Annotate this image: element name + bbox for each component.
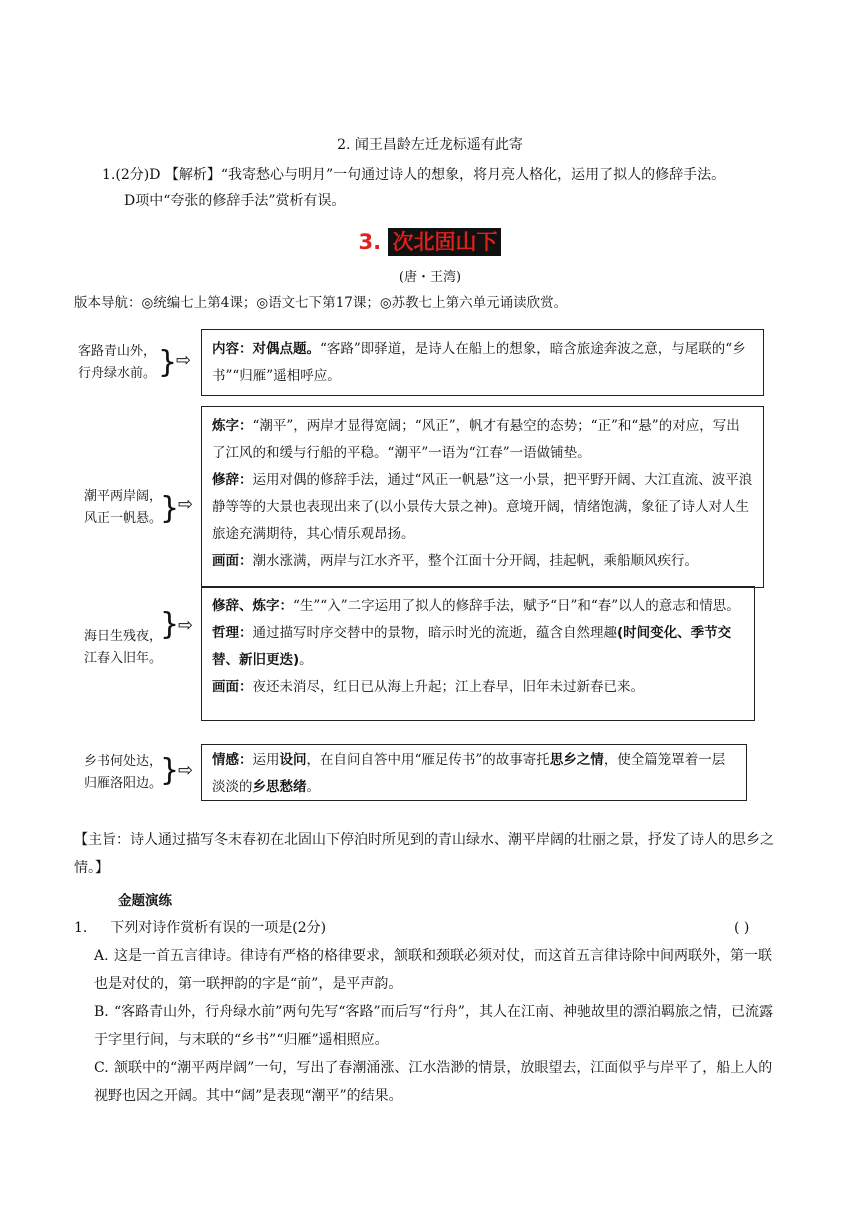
note-label: 画面：: [212, 553, 253, 569]
question-stem: 下列对诗作赏析有误的一项是(2分): [110, 920, 327, 936]
version-navigation: 版本导航：◎统编七上第4课；◎语文七下第17课；◎苏教七上第六单元诵读欣赏。: [74, 295, 568, 311]
note-label: 修辞：: [212, 472, 253, 488]
note-text: “生”“入”二字运用了拟人的修辞手法，赋予“日”和“春”以人的意志和情思。: [293, 598, 740, 614]
verse-line: 行舟绿水前。: [78, 366, 157, 381]
note-emphasis: 思乡之情: [549, 752, 604, 768]
option-label: C.: [94, 1060, 109, 1076]
note-text: ，使全篇笼罩着一层淡淡的: [212, 752, 726, 795]
brace-icon: }: [160, 607, 180, 642]
note-label: 情感：: [212, 752, 253, 768]
verse-line: 江春入旧年。: [84, 651, 163, 666]
section-heading: 金题演练: [118, 893, 172, 909]
note-label: 炼字：: [212, 418, 253, 434]
couplet-1-verse: [78, 341, 156, 385]
right-arrow-icon: ⇨: [176, 350, 192, 371]
option-text: 这是一首五言律诗。律诗有严格的格律要求，颔联和颈联必须对仗，而这首五言律诗除中间两联外，第一联也是对仗的，第一联押韵的字是“前”，是平声韵。: [94, 948, 772, 992]
note-text: 运用对偶的修辞手法，通过“风正一帆悬”这一小景，把平野开阔、大江直流、波平浪静等等的大景也表现出来了(以小景传大景之神)。意境开阔，情绪饱满，象征了诗人对人生旅途充满期待，其心情乐观昂扬。: [212, 472, 753, 542]
answer-blank[interactable]: ( ): [734, 920, 750, 936]
couplet-3-note-box: [201, 586, 755, 721]
question-number: 1.: [74, 920, 88, 936]
verse-line: 潮平两岸阔，: [84, 489, 163, 504]
verse-line: 归雁洛阳边。: [84, 776, 163, 791]
poem-title: [0, 226, 860, 256]
note-text: 。: [306, 779, 320, 795]
note-label: 哲理：: [212, 625, 253, 641]
note-text: “客路”即驿道，是诗人在船上的想象，暗含旅途奔波之意，与尾联的“乡书”“归雁”遥相呼应。: [212, 341, 746, 384]
brace-icon: }: [160, 491, 180, 526]
option-a[interactable]: [94, 942, 784, 998]
right-arrow-icon: ⇨: [178, 494, 194, 515]
note-text: “潮平”，两岸才显得宽阔；“风正”，帆才有悬空的态势；“正”和“悬”的对应，写出了江风的和缓与行船的平稳。“潮平”一语为“江春”一语做铺垫。: [212, 418, 740, 461]
answer-line-1: 1.(2分)D 【解析】“我寄愁心与明月”一句通过诗人的想象，将月亮人格化，运用了拟人的修辞手法。: [102, 167, 726, 183]
note-emphasis: 乡思愁绪: [252, 779, 307, 795]
couplet-4-verse: [84, 751, 162, 795]
poem-theme: 【主旨：诗人通过描写冬末春初在北固山下停泊时所见到的青山绿水、潮平岸阔的壮丽之景，抒发了诗人的思乡之情。】: [74, 832, 774, 876]
note-label: 修辞、炼字：: [212, 598, 293, 614]
note-text: 通过描写时序交替中的景物，暗示时光的流逝，蕴含自然理趣: [252, 625, 617, 641]
note-text: 潮水涨满，两岸与江水齐平，整个江面十分开阔，挂起帆，乘船顺风疾行。: [252, 553, 698, 569]
note-text: 。: [299, 652, 313, 668]
option-text: 颔联中的“潮平两岸阔”一句，写出了春潮涌涨、江水浩渺的情景，放眼望去，江面似乎与岸平了，船上人的视野也因之开阔。其中“阔”是表现“潮平”的结果。: [94, 1060, 773, 1104]
note-text: 夜还未消尽，红日已从海上升起；江上春早，旧年未过新春已来。: [252, 679, 644, 695]
right-arrow-icon: ⇨: [178, 615, 194, 636]
couplet-3-verse: [84, 626, 162, 670]
verse-line: 海日生残夜，: [84, 629, 163, 644]
verse-line: 客路青山外，: [78, 344, 157, 359]
poem-number: 3.: [358, 230, 382, 254]
couplet-2-verse: [84, 486, 162, 530]
option-text: “客路青山外，行舟绿水前”两句先写“客路”而后写“行舟”，其人在江南、神驰故里的漂泊羁旅之情，已流露于字里行间，与末联的“乡书”“归雁”遥相照应。: [94, 1004, 773, 1048]
note-text: 运用: [252, 752, 280, 768]
answer-line-2: D项中“夸张的修辞手法”赏析有误。: [124, 193, 346, 209]
brace-icon: }: [160, 753, 180, 788]
note-emphasis: 设问: [279, 752, 307, 768]
question-1: [74, 914, 794, 942]
note-emphasis: (时间变化、季节交替、新旧更迭): [212, 625, 732, 668]
option-label: A.: [94, 948, 109, 964]
option-c[interactable]: [94, 1054, 784, 1110]
poem-author: (唐・王湾): [398, 270, 462, 285]
note-text: ，在自问自答中用“雁足传书”的故事寄托: [306, 752, 550, 768]
brace-icon: }: [158, 345, 178, 380]
couplet-1-note-box: [201, 329, 764, 396]
right-arrow-icon: ⇨: [178, 760, 194, 781]
verse-line: 风正一帆悬。: [84, 511, 163, 526]
couplet-2-note-box: [201, 406, 764, 588]
note-label: 内容：对偶点题。: [212, 341, 320, 357]
poem-name: 次北固山下: [388, 228, 501, 256]
option-b[interactable]: [94, 998, 784, 1054]
previous-poem-title: 2. 闻王昌龄左迁龙标遥有此寄: [337, 137, 523, 153]
couplet-4-note-box: [201, 744, 747, 801]
option-label: B.: [94, 1004, 109, 1020]
answer-explanation: [102, 162, 792, 214]
note-label: 画面：: [212, 679, 253, 695]
verse-line: 乡书何处达，: [84, 754, 163, 769]
